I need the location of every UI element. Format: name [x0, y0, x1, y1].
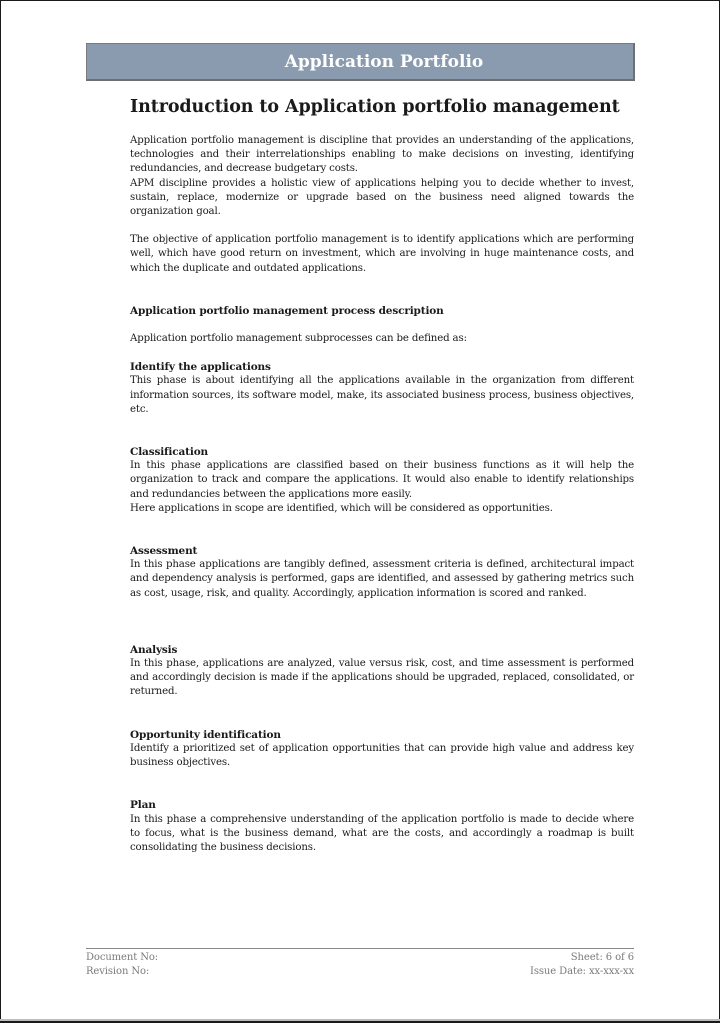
section-title: Opportunity identification — [130, 728, 281, 741]
header-banner — [86, 43, 635, 81]
section-title: Classification — [130, 446, 209, 459]
section-paragraph: Here applications in scope are identified, which will be considered as opportunities. — [130, 502, 553, 514]
section-assessment — [130, 544, 634, 601]
spacer — [130, 318, 634, 332]
page-footer — [86, 948, 634, 979]
section-paragraph: This phase is about identifying all the applications available in the organization from different information sources, its software model, make, its associated business process, business objectives, etc. — [130, 375, 634, 415]
sheet-number: Sheet: 6 of 6 — [570, 952, 634, 963]
footer-row — [86, 951, 634, 965]
spacer — [130, 346, 634, 360]
process-intro: Application portfolio management subprocesses can be defined as: — [130, 333, 467, 345]
spacer — [130, 770, 634, 798]
section-plan — [130, 798, 634, 855]
section-analysis — [130, 643, 634, 700]
section-opportunity — [130, 728, 634, 771]
spacer — [130, 276, 634, 304]
section-paragraph: In this phase applications are classified based on their business functions as it will help the organization to track and compare the applications. It would also enable to identify relationships and redundancies between the applications more easily. — [130, 460, 634, 500]
section-title: Analysis — [130, 643, 178, 656]
section-title: Assessment — [130, 545, 198, 558]
objective-paragraph: The objective of application portfolio management is to identify applications which are performing well, which have good return on investment, which are involving in huge maintenance costs, and which the duplicate and outdated applications. — [130, 234, 634, 274]
spacer — [130, 219, 634, 233]
spacer — [130, 417, 634, 445]
process-heading: Application portfolio management process description — [130, 304, 444, 317]
section-title: Identify the applications — [130, 361, 271, 374]
section-identify — [130, 360, 634, 417]
header-title: Application Portfolio — [284, 51, 484, 72]
spacer — [130, 601, 634, 643]
document-no-label: Document No: — [86, 952, 159, 963]
section-paragraph: In this phase, applications are analyzed, value versus risk, cost, and time assessment is performed and accordingly decision is made if the applications should be upgraded, replaced, consolidated, or returned. — [130, 658, 634, 698]
footer-row — [86, 965, 634, 979]
intro-paragraph: Application portfolio management is discipline that provides an understanding of the applications, technologies and their interrelationships enabling to make decisions on investing, identifying redundancies, and decrease budgetary costs. — [130, 135, 634, 175]
section-paragraph: Identify a prioritized set of application opportunities that can provide high value and address key business objectives. — [130, 742, 634, 769]
revision-no-label: Revision No: — [86, 966, 150, 977]
document-body — [130, 94, 634, 855]
section-paragraph: In this phase a comprehensive understanding of the application portfolio is made to decide where to focus, what is the business demand, what are the costs, and accordingly a roadmap is built consolidating the business decisions. — [130, 813, 634, 853]
intro-paragraph: APM discipline provides a holistic view of applications helping you to decide whether to invest, sustain, replace, modernize or upgrade based on the business need aligned towards the organization goal. — [130, 177, 634, 218]
section-paragraph: In this phase applications are tangibly defined, assessment criteria is defined, architectural impact and dependency analysis is performed, gaps are identified, and assessed by gathering metrics such as cost, usage, risk, and quality. Accordingly, application information is scored and ranked. — [130, 559, 634, 599]
issue-date: Issue Date: xx-xxx-xx — [530, 966, 634, 977]
section-title: Plan — [130, 799, 156, 812]
page-heading: Introduction to Application portfolio management — [130, 97, 620, 117]
spacer — [130, 700, 634, 728]
spacer — [130, 516, 634, 544]
section-classification — [130, 445, 634, 516]
